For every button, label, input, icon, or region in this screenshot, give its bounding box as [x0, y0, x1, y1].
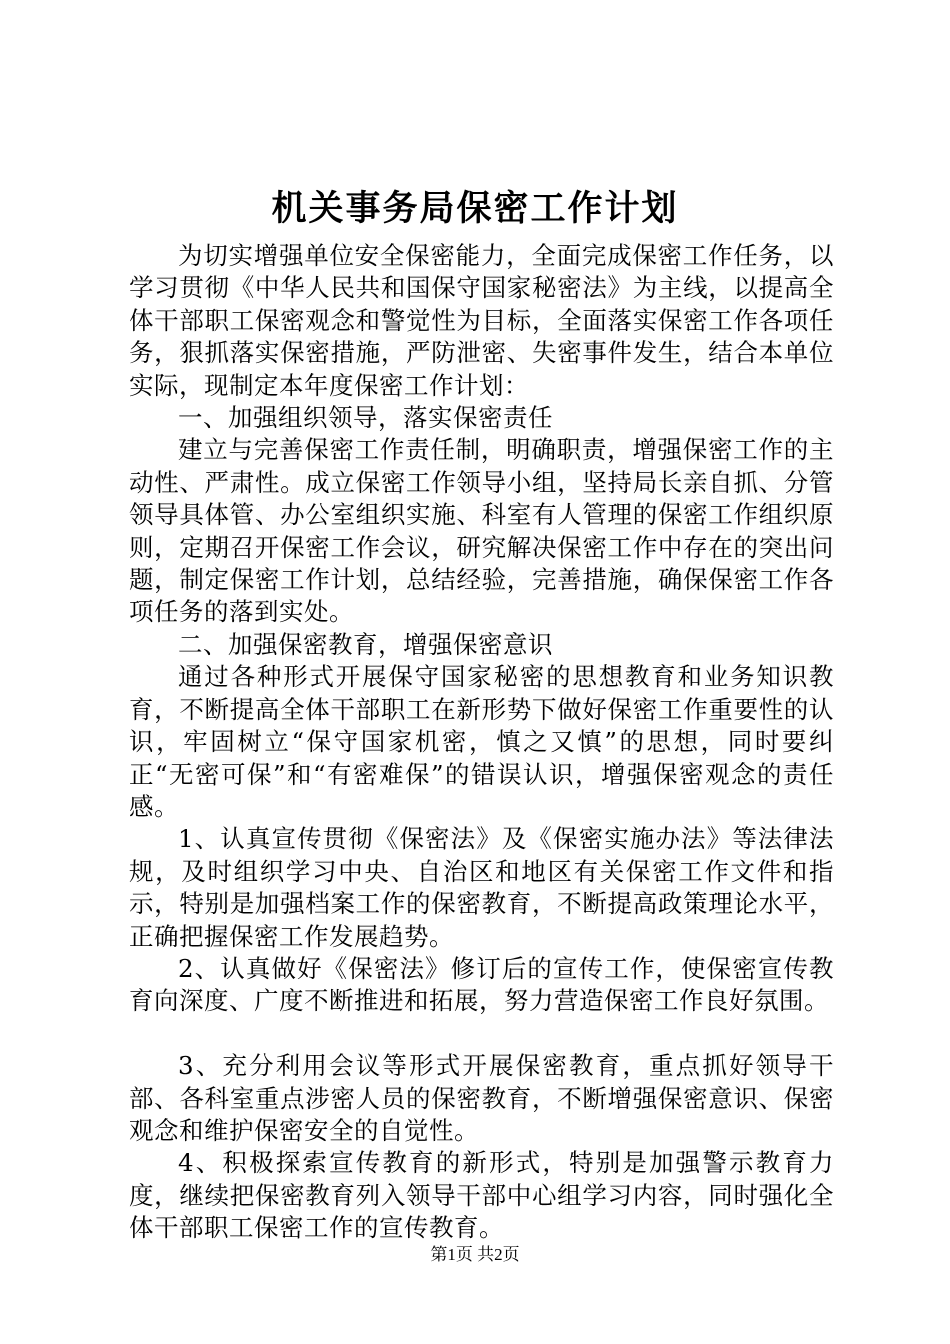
section-heading-1: 一、加强组织领导，落实保密责任	[178, 403, 553, 433]
list-item-3: 3、充分利用会议等形式开展保密教育，重点抓好领导干部、各科室重点涉密人员的保密教育，不断增强保密意识、保密观念和维护保密安全的自觉性。	[129, 1051, 834, 1145]
section-heading-2: 二、加强保密教育，增强保密意识	[178, 629, 553, 659]
intro-paragraph: 为切实增强单位安全保密能力，全面完成保密工作任务，以学习贯彻《中华人民共和国保守国家秘密法》为主线，以提高全体干部职工保密观念和警觉性为目标，全面落实保密工作各项任务，狠抓落实保密措施，严防泄密、失密事件发生，结合本单位实际，现制定本年度保密工作计划：	[129, 241, 834, 400]
section-1-paragraph: 建立与完善保密工作责任制，明确职责，增强保密工作的主动性、严肃性。成立保密工作领导小组，坚持局长亲自抓、分管领导具体管、办公室组织实施、科室有人管理的保密工作组织原则，定期召开保密工作会议，研究解决保密工作中存在的突出问题，制定保密工作计划，总结经验，完善措施，确保保密工作各项任务的落到实处。	[129, 435, 834, 627]
page-footer: 第1页 共2页	[430, 1245, 520, 1264]
blank-line	[129, 1018, 834, 1050]
document-title: 机关事务局保密工作计划	[271, 188, 679, 229]
list-item-4: 4、积极探索宣传教育的新形式，特别是加强警示教育力度，继续把保密教育列入领导干部中心组学习内容，同时强化全体干部职工保密工作的宣传教育。	[129, 1148, 834, 1243]
list-item-1: 1、认真宣传贯彻《保密法》及《保密实施办法》等法律法规，及时组织学习中央、自治区和地区有关保密工作文件和指示，特别是加强档案工作的保密教育，不断提高政策理论水平，正确把握保密工作发展趋势。	[129, 824, 834, 951]
list-item-2: 2、认真做好《保密法》修订后的宣传工作，使保密宣传教育向深度、广度不断推进和拓展，努力营造保密工作良好氛围。	[129, 953, 834, 1016]
document-body	[129, 240, 834, 1245]
section-2-paragraph: 通过各种形式开展保守国家秘密的思想教育和业务知识教育，不断提高全体干部职工在新形势下做好保密工作重要性的认识，牢固树立“保守国家机密，慎之又慎”的思想，同时要纠正“无密可保”和“有密难保”的错误认识，增强保密观念的责任感。	[129, 662, 834, 821]
